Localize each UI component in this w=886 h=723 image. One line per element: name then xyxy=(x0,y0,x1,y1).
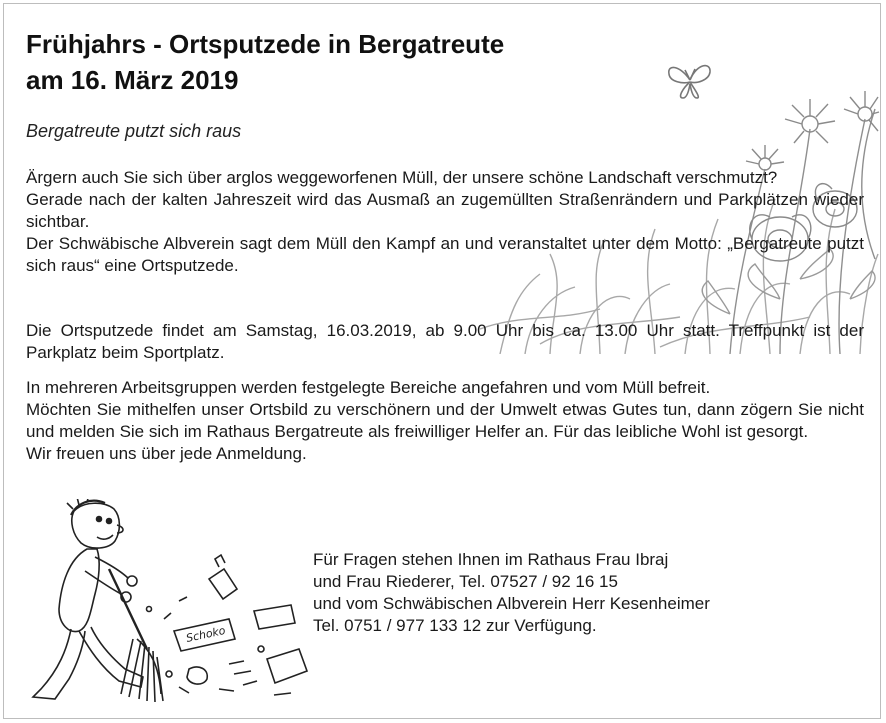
title-line-2: am 16. März 2019 xyxy=(26,65,239,95)
title-line-1: Frühjahrs - Ortsputzede in Bergatreute xyxy=(26,29,505,59)
notice-article xyxy=(3,3,881,719)
schoko-wrapper-label: Schoko xyxy=(184,623,227,645)
litter xyxy=(147,555,308,695)
event-details-paragraph: Die Ortsputzede findet am Samstag, 16.03.2019, ab 9.00 Uhr bis ca. 13.00 Uhr statt. Treffpunkt ist der Parkplatz beim Sportplatz. xyxy=(26,321,864,362)
participation-line: Wir freuen uns über jede Anmeldung. xyxy=(26,444,307,463)
broom xyxy=(109,569,163,702)
contact-line: Tel. 0751 / 977 133 12 zur Verfügung. xyxy=(313,616,597,635)
intro-line: Ärgern auch Sie sich über arglos weggeworfenen Müll, der unsere schöne Landschaft verschmutzt? xyxy=(26,168,778,187)
sweeping-man-illustration xyxy=(29,499,314,709)
contact-line: und vom Schwäbischen Albverein Herr Kesenheimer xyxy=(313,594,710,613)
participation-line: In mehreren Arbeitsgruppen werden festgelegte Bereiche angefahren und vom Müll befreit. xyxy=(26,378,711,397)
contact-line: Für Fragen stehen Ihnen im Rathaus Frau Ibraj xyxy=(313,550,669,569)
participation-paragraph xyxy=(26,377,864,465)
page-title xyxy=(26,26,504,98)
contact-info xyxy=(313,549,710,637)
man-body xyxy=(33,549,143,699)
contact-line: und Frau Riederer, Tel. 07527 / 92 16 15 xyxy=(313,572,618,591)
butterfly-icon xyxy=(665,60,715,102)
subtitle: Bergatreute putzt sich raus xyxy=(26,121,242,141)
intro-line: Gerade nach der kalten Jahreszeit wird das Ausmaß an zugemüllten Straßenrändern und Parkplätzen wieder sichtbar. xyxy=(26,190,864,231)
man-head xyxy=(67,499,123,548)
intro-paragraph xyxy=(26,167,864,277)
participation-line: Möchten Sie mithelfen unser Ortsbild zu verschönern und der Umwelt etwas Gutes tun, dann zögern Sie nicht und melden Sie sich im Rathaus Bergatreute als freiwilliger Helfer an. Für das leibliche Wohl ist gesorgt. xyxy=(26,400,864,441)
intro-line: Der Schwäbische Albverein sagt dem Müll den Kampf an und veranstaltet unter dem Motto: „Bergatreute putzt sich raus“ eine Ortsputzede. xyxy=(26,234,864,275)
